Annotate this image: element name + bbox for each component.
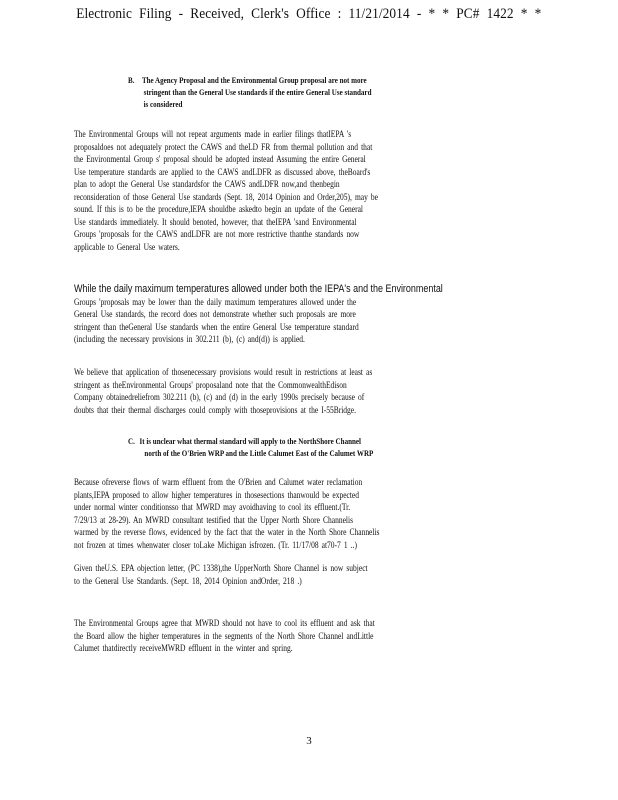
heading-b-line-1: The Agency Proposal and the Environmental Group proposal are not more: [141, 75, 367, 85]
paragraph-line: Because ofreverse flows of warm effluent from the O'Brien and Calumet water reclamation: [74, 477, 363, 487]
section-heading-c: [128, 435, 571, 459]
paragraph-line: Use standards immediately. It should benoted, however, that theIEPA 'sand Environmental: [74, 216, 357, 227]
paragraph-6: [74, 617, 506, 655]
paragraph-line: warmed by the reverse flows, evidenced by the fact that the water in the North Shore Channelis: [74, 527, 380, 537]
paragraph-line: the Environmental Group s' proposal should be adopted instead Assuming the entire General: [74, 154, 366, 164]
paragraph-line: General Use standards, the record does not demonstrate whether such proposals are more: [74, 309, 356, 319]
paragraph-1: [74, 128, 506, 253]
paragraph-4: [74, 476, 506, 551]
paragraph-line: Given theU.S. EPA objection letter, (PC 1338),the UpperNorth Shore Channel is now subject: [74, 563, 368, 573]
paragraph-line-emphasis: While the daily maximum temperatures allowed under both the IEPA's and the Environmental: [74, 283, 443, 295]
paragraph-line: The Environmental Groups agree that MWRD should not have to cool its effluent and ask that: [74, 618, 375, 628]
paragraph-line: plants,IEPA proposed to allow higher temperatures in thosesections thanwould be expected: [74, 489, 359, 500]
paragraph-line: the Board allow the higher temperatures in the segments of the North Shore Channel andLittle: [74, 630, 374, 641]
section-label-c: C.: [128, 436, 135, 446]
page-number: 3: [306, 735, 312, 747]
paragraph-line: reconsideration of those General Use standards (Sept. 18, 2014 Opinion and Order,205), may be: [74, 191, 379, 202]
filing-header-text: Electronic Filing - Received, Clerk's Office : 11/21/2014 - * * PC# 1422 * *: [76, 6, 542, 22]
heading-c-line-1: It is unclear what thermal standard will apply to the NorthShore Channel: [139, 436, 362, 446]
section-label-b: B.: [128, 75, 135, 85]
filing-header: [0, 6, 618, 23]
paragraph-3: [74, 366, 506, 416]
heading-b-line-2: stringent than the General Use standards if the entire General Use standard: [143, 87, 372, 97]
paragraph-5: [74, 562, 506, 587]
paragraph-line: doubts that their thermal discharges could comply with thoseprovisions at the I-55Bridge.: [74, 404, 356, 415]
paragraph-line: under normal winter conditionsso that MWRD may avoidhaving to cool its effluent.(Tr.: [74, 502, 351, 512]
paragraph-line: stringent than theGeneral Use standards when the entire General Use temperature standard: [74, 321, 359, 332]
paragraph-line: Calumet thatdirectly receiveMWRD effluent in the winter and spring.: [74, 643, 293, 653]
paragraph-line: proposaldoes not adequately protect the CAWS and theLD FR from thermal pollution and that: [74, 141, 373, 152]
paragraph-line: applicable to General Use waters.: [74, 241, 180, 252]
paragraph-line: Groups 'proposals for the CAWS andLDFR are not more restrictive thanthe standards now: [74, 229, 360, 239]
paragraph-line: Groups 'proposals may be lower than the daily maximum temperatures allowed under the: [74, 296, 357, 307]
paragraph-line: 7/29/13 at 28-29). An MWRD consultant testified that the Upper North Shore Channelis: [74, 514, 353, 525]
paragraph-line: The Environmental Groups will not repeat arguments made in earlier filings thatIEPA 's: [74, 129, 352, 139]
paragraph-line: Company obtainedreliefrom 302.211 (b), (c) and (d) in the early 1990s precisely because of: [74, 392, 365, 402]
paragraph-line: stringent as theEnvironmental Groups' proposaland note that the CommonwealthEdison: [74, 379, 347, 390]
heading-b-line-3: is considered: [143, 99, 183, 109]
paragraph-2: [74, 283, 506, 346]
paragraph-line: not frozen at times whenwater closer toLake Michigan isfrozen. (Tr. 11/17/08 at70-7 1 ..): [74, 539, 357, 550]
paragraph-line: We believe that application of thosenecessary provisions would result in restrictions at least as: [74, 367, 373, 377]
paragraph-line: sound. If this is to be the procedure,IEPA shouldbe askedto begin an update of the General: [74, 204, 364, 214]
paragraph-line: Use temperature standards are applied to the CAWS andLDFR as discussed above, theBoard's: [74, 166, 371, 177]
heading-c-line-2: north of the O'Brien WRP and the Little Calumet East of the Calumet WRP: [144, 448, 374, 458]
paragraph-line: to the General Use Standards. (Sept. 18, 2014 Opinion andOrder, 218 .): [74, 575, 302, 586]
paragraph-line: (including the necessary provisions in 302.211 (b), (c) and(d)) is applied.: [74, 334, 305, 344]
section-heading-b: [128, 74, 505, 110]
paragraph-line: plan to adopt the General Use standardsfor the CAWS andLDFR now,and thenbegin: [74, 179, 340, 189]
